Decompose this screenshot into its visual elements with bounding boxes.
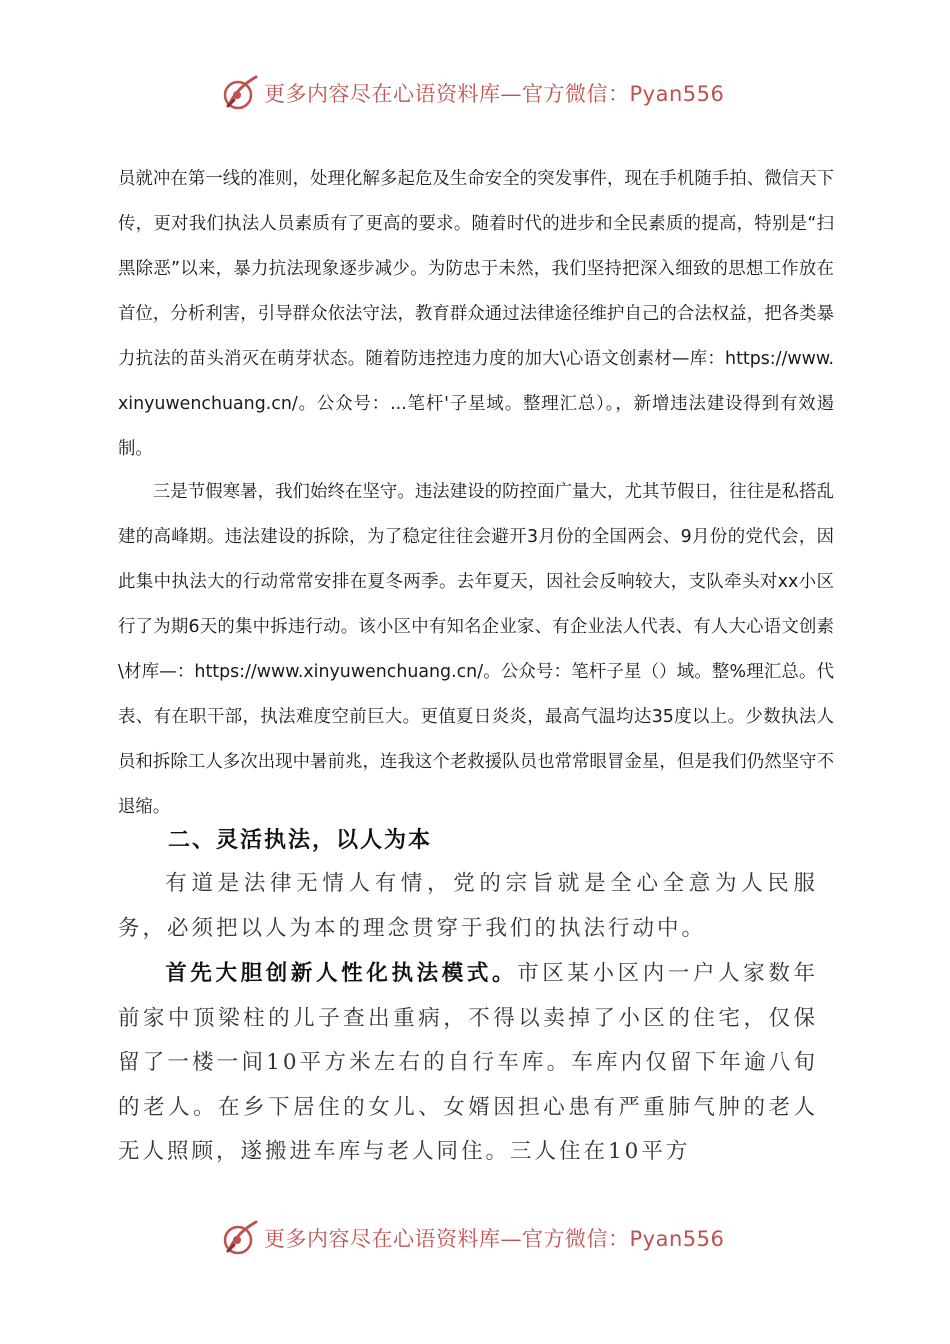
paragraph-4 [118, 952, 818, 1175]
brush-logo-icon [220, 73, 260, 113]
header-banner [220, 73, 740, 113]
paragraph-3: 有道是法律无情人有情，党的宗旨就是全心全意为人民服务，必须把以人为本的理念贯穿于我们的执法行动中。 [118, 871, 818, 941]
banner-wechat-id: Pyan556 [629, 1227, 725, 1251]
paragraph-2 [118, 470, 834, 830]
banner-text: 更多内容尽在心语资料库—官方微信：Pyan556 [264, 82, 725, 106]
brush-logo-icon [220, 1218, 260, 1258]
paragraph-lead: 首先大胆创新人性化执法模式。 [165, 961, 518, 986]
paragraph-text: 三是节假寒暑，我们始终在坚守。违法建设的防控面广量大，尤其节假日，往往是私搭乱建的高峰期。违法建设的拆除，为了稳定往往会避开3月份的全国两会、9月份的党代会，因此集中执法大的行动常常安排在夏冬两季。去年夏天，因社会反响较大，支队牵头对xx小区行了为期6天的集中拆违行动。该小区中有知名企业家、有企业法人代表、有人大心语文创素\材库—：https://www.xinyuwenchuang.cn/。公众号：笔杆子星（）域。整%理汇总。代表、有在职干部，执法难度空前巨大。更值夏日炎炎，最高气温均达35度以上。少数执法人员和拆除工人多次出现中暑前兆，连我这个老救援队员也常常眼冒金星，但是我们仍然坚守不退缩。 [118, 482, 834, 817]
banner-text: 更多内容尽在心语资料库—官方微信：Pyan556 [264, 1227, 725, 1251]
paragraph-text: 市区某小区内一户人家数年前家中顶梁柱的儿子查出重病，不得以卖掉了小区的住宅，仅保留了一楼一间10平方米左右的自行车库。车库内仅留下年逾八旬的老人。在乡下居住的女儿、女婿因担心患有严重肺气肿的老人无人照顾，遂搬进车库与老人同住。三人住在10平方 [118, 961, 818, 1164]
paragraph-text: 员就冲在第一线的准则，处理化解多起危及生命安全的突发事件，现在手机随手拍、微信天下传，更对我们执法人员素质有了更高的要求。随着时代的进步和全民素质的提高，特别是“扫黑除恶”以来，暴力抗法现象逐步减少。为防忠于未然，我们坚持把深入细致的思想工作放在首位，分析利害，引导群众依法守法，教育群众通过法律途径维护自己的合法权益，把各类暴力抗法的苗头消灭在萌芽状态。随着防违控违力度的加大\心语文创素材—库：https://www.xinyuwenchuang.cn/。公众号：...笔杆'子星域。整理汇总）。，新增违法建设得到有效遏制。 [118, 169, 834, 459]
section-heading: 二、灵活执法，以人为本 [168, 827, 433, 853]
footer-banner [220, 1218, 740, 1258]
paragraph-1 [118, 157, 834, 472]
banner-wechat-id: Pyan556 [629, 82, 725, 106]
